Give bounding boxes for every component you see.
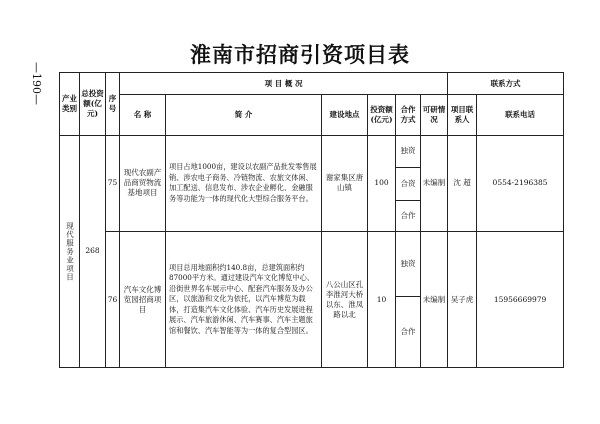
header-investment: 投资额(亿元) [368, 95, 396, 135]
industry-category-name: 现代服务业项目 [65, 221, 75, 282]
cooperation-mode-cell: 合作 [396, 297, 421, 368]
header-project-overview: 项 目 概 况 [120, 73, 448, 95]
header-contact-phone: 联系电话 [477, 95, 564, 135]
header-name: 名 称 [120, 95, 166, 135]
page-title: 淮南市招商引资项目表 [190, 42, 410, 67]
serial-cell: 76 [106, 232, 120, 368]
project-location-cell: 谢家集区唐山镇 [322, 135, 368, 232]
header-location: 建设地点 [322, 95, 368, 135]
cooperation-mode-cell: 独资 [396, 232, 421, 297]
header-contact-method: 联系方式 [448, 73, 564, 95]
project-investment-cell: 100 [368, 135, 396, 232]
contact-person-cell: 吴子虎 [448, 232, 477, 368]
project-investment-cell: 10 [368, 232, 396, 368]
header-contact-person: 项目联系人 [448, 95, 477, 135]
industry-category-cell [60, 135, 80, 367]
investment-projects-table [59, 72, 564, 368]
header-total-investment: 总投资额(亿元) [80, 73, 106, 136]
project-name-cell: 汽车文化博览园招商项目 [120, 232, 166, 368]
contact-phone-cell: 15956669979 [477, 232, 564, 368]
contact-phone-cell: 0554-2196385 [477, 135, 564, 232]
header-introduction: 简 介 [166, 95, 322, 135]
project-location-cell: 八公山区孔李淮河大桥以东、淮凤路以北 [322, 232, 368, 368]
cooperation-mode-cell: 独资 [396, 135, 421, 168]
table-row [60, 135, 564, 168]
page-number: —190— [30, 62, 43, 105]
contact-person-cell: 沈 超 [448, 135, 477, 232]
header-industry-category: 产业类别 [60, 73, 80, 136]
header-serial-no: 序号 [106, 73, 120, 136]
project-introduction-cell: 项目总用地面积约140.8亩，总建筑面积约87000平方米。通过建设汽车文化博览中心、沿街世界名车展示中心、配套汽车服务及办公区，以旅游和文化为依托，以汽车博览为载体，打造集汽车文化体验、汽车历史发展进程展示、汽车旅游休闲、汽车赛事、汽车主题旅馆和餐饮、汽车智能等为一体的复合型园区。 [166, 232, 322, 368]
header-feasibility: 可研情况 [421, 95, 448, 135]
cooperation-mode-cell: 合资 [396, 168, 421, 201]
table-row [60, 232, 564, 297]
feasibility-cell: 未编制 [421, 135, 448, 232]
cooperation-mode-cell: 合作 [396, 200, 421, 231]
header-cooperation-mode: 合作方式 [396, 95, 421, 135]
serial-cell: 75 [106, 135, 120, 232]
project-name-cell: 现代农副产品商贸物流基地项目 [120, 135, 166, 232]
total-investment-cell: 268 [80, 135, 106, 367]
project-introduction-cell: 项目占地1000亩，建设以农副产品批发零售展销、涉农电子商务、冷链物流、农旅文体闲、加工配送、信息发布、涉农企业孵化、金融服务等功能为一体的现代化大型综合服务平台。 [166, 135, 322, 232]
feasibility-cell: 未编制 [421, 232, 448, 368]
